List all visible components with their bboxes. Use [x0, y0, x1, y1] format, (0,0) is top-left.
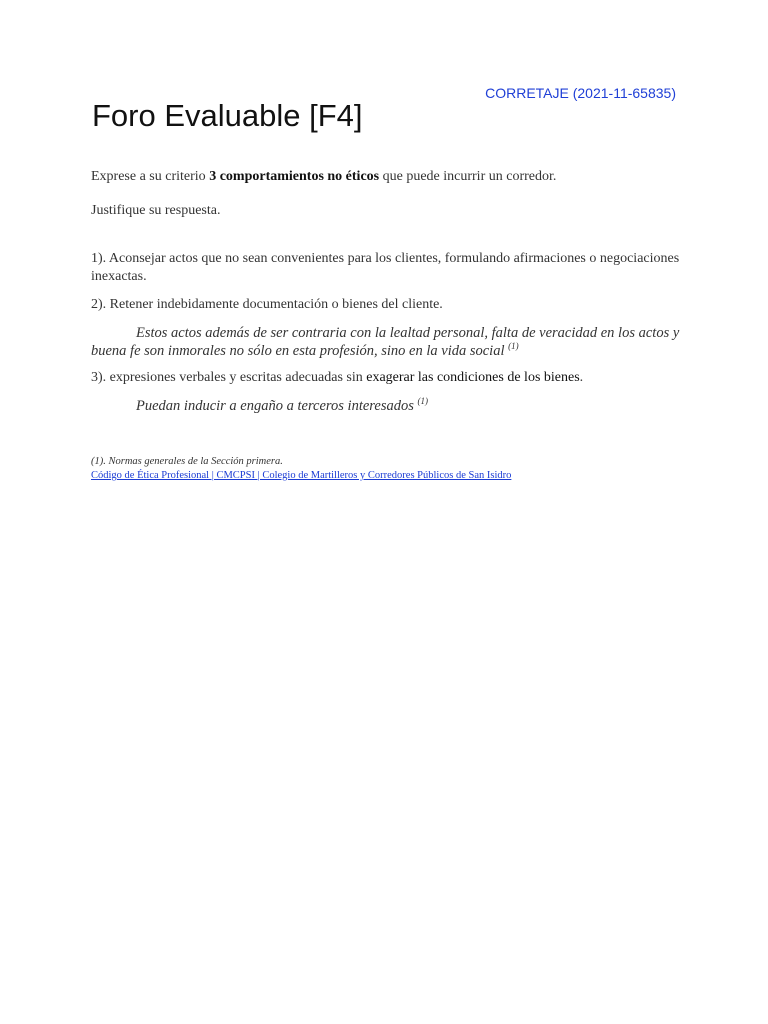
item-3-text-after: .	[579, 370, 584, 385]
list-item-2: 2). Retener indebidamente documentación o bienes del cliente.	[91, 297, 443, 312]
list-item-2-note	[91, 324, 681, 360]
note-2-footnote-ref: (1)	[508, 341, 519, 352]
prompt-text-before: Exprese a su criterio	[91, 169, 210, 184]
prompt-bold-text: 3 comportamientos no éticos	[209, 169, 380, 184]
footnote-link[interactable]: Código de Ética Profesional | CMCPSI | Colegio de Martilleros y Corredores Públicos de San Isidro	[91, 470, 512, 481]
footnote	[91, 455, 511, 483]
list-item-3	[91, 369, 681, 387]
note-3-text: Puedan inducir a engaño a terceros interesados	[136, 398, 414, 414]
document-body	[91, 168, 681, 415]
justify-paragraph: Justifique su respuesta.	[91, 203, 221, 218]
item-3-text-dark: exagerar las condiciones de los bienes	[366, 370, 580, 385]
list-item-1: 1). Aconsejar actos que no sean convenientes para los clientes, formulando afirmaciones o negociaciones inexactas.	[91, 251, 680, 284]
prompt-text-after: que puede incurrir un corredor.	[379, 169, 557, 184]
list-item-3-note	[91, 397, 681, 415]
footnote-text: (1). Normas generales de la Sección primera.	[91, 456, 283, 467]
item-3-text-before: 3). expresiones verbales y escritas adecuadas sin	[91, 370, 367, 385]
note-2-text: Estos actos además de ser contraria con la lealtad personal, falta de veracidad en los actos y buena fe son inmorales no sólo en esta profesión, sino en la vida social	[91, 325, 680, 359]
course-reference: CORRETAJE (2021-11-65835)	[485, 85, 676, 101]
page-title: Foro Evaluable [F4]	[92, 98, 363, 133]
note-3-footnote-ref: (1)	[417, 396, 428, 407]
prompt-paragraph	[91, 168, 681, 186]
